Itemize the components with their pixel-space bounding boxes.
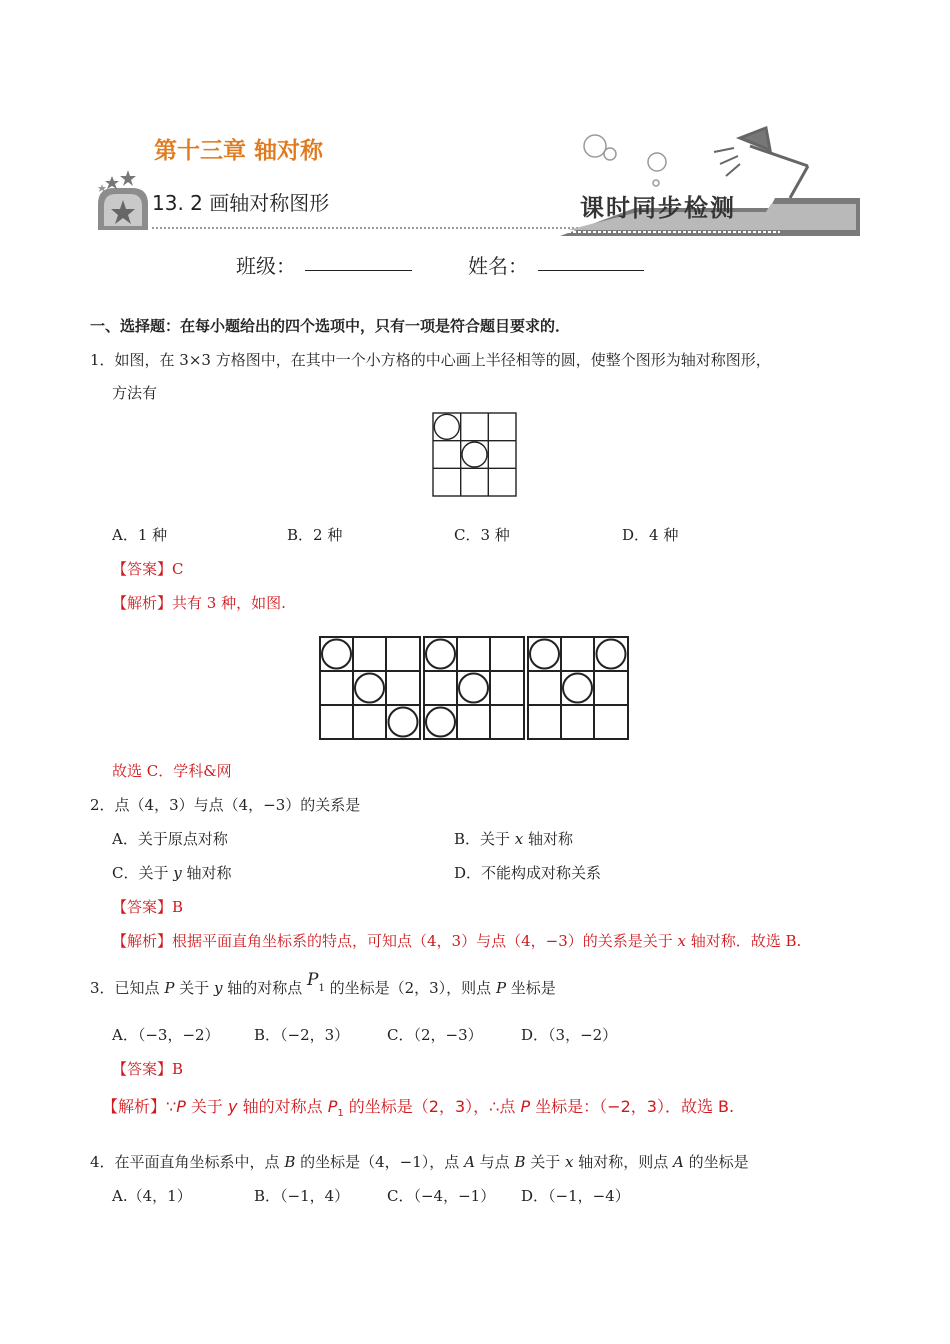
- q1-answer: 【答案】C: [112, 560, 184, 578]
- q2-stem: 2．点（4，3）与点（4，−3）的关系是: [90, 796, 361, 814]
- q1-option-a[interactable]: A．1 种: [112, 526, 168, 544]
- q4-options: [112, 1186, 712, 1206]
- q4-option-c[interactable]: C．（−4，−1）: [387, 1187, 496, 1205]
- q3-options: [112, 1025, 712, 1045]
- banner-decoration: [90, 108, 865, 238]
- q1-option-d[interactable]: D．4 种: [622, 526, 679, 544]
- q3-stem: 3．已知点 P 关于 y 轴的对称点 $P_1$ 的坐标是（2，3），则点 P 坐标是: [90, 970, 556, 997]
- q2-option-d[interactable]: D．不能构成对称关系: [454, 864, 602, 882]
- name-blank-line[interactable]: [538, 270, 644, 271]
- part-heading: 一、选择题：在每小题给出的四个选项中，只有一项是符合题目要求的．: [90, 317, 571, 335]
- q1-options: [112, 525, 812, 545]
- q1-solution-figure: [316, 634, 636, 744]
- q2-option-a[interactable]: A．关于原点对称: [112, 830, 228, 848]
- sync-test-title: 课时同步检测: [580, 193, 736, 222]
- class-blank-line[interactable]: [305, 270, 412, 271]
- q3-answer: 【答案】B: [112, 1060, 184, 1078]
- q3-analysis: 【解析】∵P 关于 y 轴的对称点 $P_1$ 的坐标是（2，3），∴点 P 坐标是：（−2，3）．故选 B.: [102, 1097, 735, 1120]
- star-badge-icon: [98, 170, 148, 230]
- q1-option-c[interactable]: C．3 种: [454, 526, 510, 544]
- chapter-title: 第十三章 轴对称: [154, 138, 324, 164]
- q4-option-b[interactable]: B．（−1，4）: [254, 1187, 350, 1205]
- q2-option-b[interactable]: B．关于 x 轴对称: [454, 830, 574, 848]
- q4-option-d[interactable]: D．（−1，−4）: [521, 1187, 630, 1205]
- class-field: [236, 250, 296, 279]
- q4-stem: 4．在平面直角坐标系中，点 B 的坐标是（4，−1），点 A 与点 B 关于 x 轴对称，则点 A 的坐标是: [90, 1153, 749, 1171]
- q4-option-a[interactable]: A.（4，1）: [112, 1187, 192, 1205]
- q3-option-a[interactable]: A．（−3，−2）: [112, 1026, 220, 1044]
- q2-analysis: 【解析】根据平面直角坐标系的特点，可知点（4，3）与点（4，−3）的关系是关于 x 轴对称．故选 B.: [112, 932, 802, 950]
- section-title: 13. 2 画轴对称图形: [152, 191, 330, 215]
- q2-answer: 【答案】B: [112, 898, 184, 916]
- header-banner: [90, 108, 865, 238]
- q3-option-b[interactable]: B．（−2，3）: [254, 1026, 350, 1044]
- q1-grid-figure: [432, 412, 518, 498]
- q1-option-b[interactable]: B．2 种: [287, 526, 343, 544]
- q1-stem-line1: 1．如图，在 3×3 方格图中，在其中一个小方格的中心画上半径相等的圆，使整个图形为轴对称图形，: [90, 351, 771, 369]
- q3-option-c[interactable]: C．（2，−3）: [387, 1026, 483, 1044]
- name-label: 姓名：: [468, 254, 528, 278]
- q1-conclusion: 故选 C．学科&网: [112, 762, 232, 780]
- bubbles-icon: [584, 135, 666, 186]
- q1-analysis: 【解析】共有 3 种，如图.: [112, 594, 286, 612]
- q1-stem-line2: 方法有: [112, 384, 158, 402]
- q2-option-c[interactable]: C．关于 y 轴对称: [112, 864, 232, 882]
- name-field: [468, 250, 528, 279]
- q3-option-d[interactable]: D．（3，−2）: [521, 1026, 618, 1044]
- class-label: 班级：: [236, 254, 296, 278]
